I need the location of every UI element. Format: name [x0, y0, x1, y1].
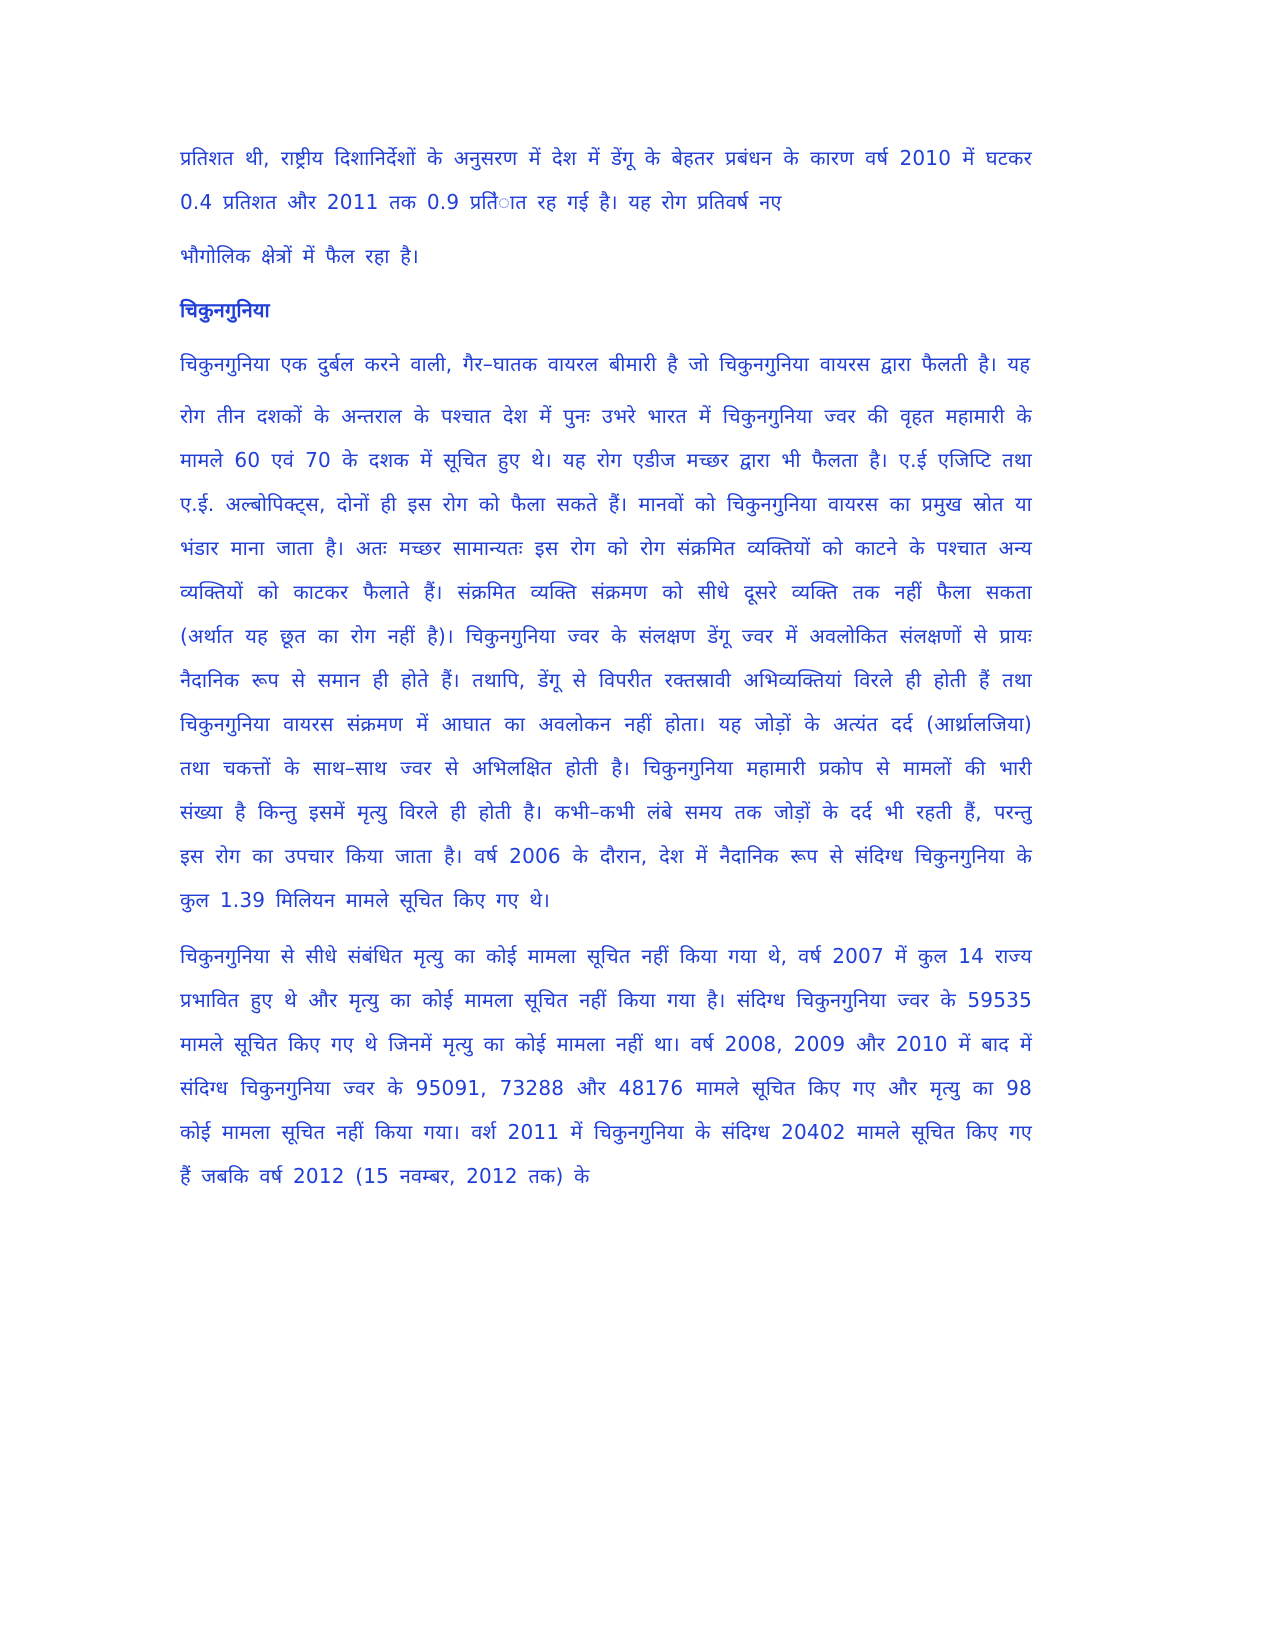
paragraph-dengue-percentage: प्रतिशत थी, राष्ट्रीय दिशानिर्देशों के अनुसरण में देश में डेंगू के बेहतर प्रबंधन के कारण वर्ष 2010 में घटकर 0.4 प्रतिशत और 2011 तक 0.9 प्रति॓ात रह गई है। यह रोग प्रतिवर्ष नए	[180, 146, 1032, 214]
paragraph-chikungunya-details: रोग तीन दशकों के अन्तराल के पश्चात देश में पुनः उभरे भारत में चिकुनगुनिया ज्वर की वृहत महामारी के मामले 60 एवं 70 के दशक में सूचित हुए थे। यह रोग एडीज मच्छर द्वारा भी फैलता है। ए.ई एजिप्टि तथा ए.ई. अल्बोपिक्ट्स, दोनों ही इस रोग को फैला सकते हैं। मानवों को चिकुनगुनिया वायरस का प्रमुख स्रोत या भंडार माना जाता है। अतः मच्छर सामान्यतः इस रोग को रोग संक्रमित व्यक्तियों को काटने के पश्चात अन्य व्यक्तियों को काटकर फैलाते हैं। संक्रमित व्यक्ति संक्रमण को सीधे दूसरे व्यक्ति तक नहीं फैला सकता (अर्थात यह छूत का रोग नहीं है)। चिकुनगुनिया ज्वर के संलक्षण डेंगू ज्वर में अवलोकित संलक्षणों से प्रायः नैदानिक रूप से समान ही होते हैं। तथापि, डेंगू से विपरीत रक्तस्रावी अभिव्यक्तियां विरले ही होती हैं तथा चिकुनगुनिया वायरस संक्रमण में आघात का अवलोकन नहीं होता। यह जोड़ों के अत्यंत दर्द (आर्थ्रालजिया) तथा चकत्तों के साथ–साथ ज्वर से अभिलक्षित होती है। चिकुनगुनिया महामारी प्रकोप से मामलों की भारी संख्या है किन्तु इसमें मृत्यु विरले ही होती है। कभी–कभी लंबे समय तक जोड़ों के दर्द भी रहती हैं, परन्तु इस रोग का उपचार किया जाता है। वर्ष 2006 के दौरान, देश में नैदानिक रूप से संदिग्ध चिकुनगुनिया के कुल 1.39 मिलियन मामले सूचित किए गए थे।	[180, 404, 1032, 912]
paragraph-chikungunya-intro: चिकुनगुनिया एक दुर्बल करने वाली, गैर–घातक वायरल बीमारी है जो चिकुनगुनिया वायरस द्वारा फैलती है। यह	[180, 352, 1031, 376]
document-body	[180, 136, 1032, 1198]
paragraph-geographic-spread: भौगोलिक क्षेत्रों में फैल रहा है।	[180, 244, 419, 268]
section-heading-chikungunya: चिकुनगुनिया	[180, 298, 270, 322]
paragraph-chikungunya-statistics: चिकुनगुनिया से सीधे संबंधित मृत्यु का कोई मामला सूचित नहीं किया गया थे, वर्ष 2007 में कुल 14 राज्य प्रभावित हुए थे और मृत्यु का कोई मामला सूचित नहीं किया गया है। संदिग्ध चिकुनगुनिया ज्वर के 59535 मामले सूचित किए गए थे जिनमें मृत्यु का कोई मामला नहीं था। वर्ष 2008, 2009 और 2010 में बाद में संदिग्ध चिकुनगुनिया ज्वर के 95091, 73288 और 48176 मामले सूचित किए गए और मृत्यु का 98 कोई मामला सूचित नहीं किया गया। वर्श 2011 में चिकुनगुनिया के संदिग्ध 20402 मामले सूचित किए गए हैं जबकि वर्ष 2012 (15 नवम्बर, 2012 तक) के	[180, 944, 1032, 1188]
